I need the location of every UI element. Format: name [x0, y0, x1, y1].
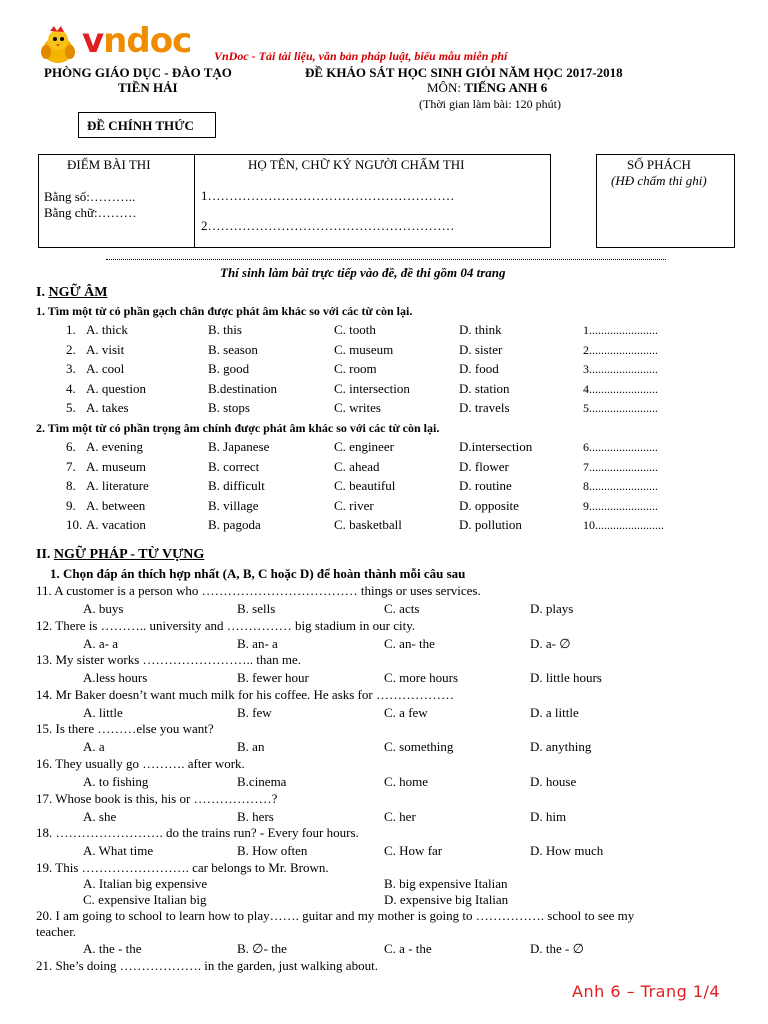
question-stem: 14. Mr Baker doesn’t want much milk for his coffee. He asks for ……………… [36, 686, 454, 702]
option-a[interactable]: A. between [86, 497, 146, 513]
exam-title: ĐỀ KHẢO SÁT HỌC SINH GIỎI NĂM HỌC 2017-2018 [305, 65, 623, 80]
option-d[interactable]: D. station [459, 380, 510, 396]
question-20-line2: teacher. [36, 924, 77, 939]
score-in-words[interactable]: Bằng chữ:……… [44, 205, 137, 220]
tagline: VnDoc - Tải tài liệu, văn bản pháp luật, biểu mẫu miễn phí [214, 49, 508, 63]
option-a[interactable]: A. evening [86, 439, 144, 454]
option-d[interactable]: D. How much [530, 843, 604, 859]
official-label: ĐỀ CHÍNH THỨC [87, 118, 194, 133]
option-a[interactable]: A. buys [83, 601, 124, 616]
option-a[interactable]: A. a- a [83, 635, 119, 651]
grader-col-title: HỌ TÊN, CHỮ KÝ NGƯỜI CHẤM THI [248, 157, 465, 172]
grader-line-2[interactable]: 2………………………………………………… [201, 218, 455, 233]
section2-part1-title: 1. Chọn đáp án thích hợp nhất (A, B, C hoặc D) để hoàn thành mỗi câu sau [50, 566, 466, 581]
q20-option-a[interactable]: A. the - the [83, 941, 142, 956]
option-c[interactable]: C. intersection [334, 380, 410, 396]
answer-blank[interactable]: 4....................... [583, 381, 658, 396]
serial-note: (HĐ chấm thi ghi) [611, 173, 707, 188]
item-number: 2. [66, 341, 76, 357]
option-b[interactable]: B. few [237, 704, 272, 720]
item-number: 4. [66, 380, 76, 396]
section1-part2-title: 2. Tìm một từ có phần trọng âm chính được phát âm khác so với các từ còn lại. [36, 421, 440, 435]
option-a[interactable]: A. literature [86, 478, 149, 494]
option-d[interactable]: D. house [530, 774, 577, 789]
option-c[interactable]: C. an- the [384, 635, 435, 651]
option-b[interactable]: B.cinema [237, 774, 287, 789]
option-c[interactable]: C. How far [384, 843, 443, 859]
logo-wordmark: vndoc [82, 21, 192, 61]
item-number: 3. [66, 361, 76, 377]
option-d[interactable]: D. anything [530, 739, 592, 755]
cut-line [106, 259, 666, 260]
section1-number: I. [36, 285, 45, 300]
grader-line-1[interactable]: 1………………………………………………… [201, 188, 455, 203]
duration: (Thời gian làm bài: 120 phút) [419, 97, 561, 111]
option-a[interactable]: A. she [83, 808, 117, 824]
option-c[interactable]: C. ahead [334, 458, 380, 474]
option-a[interactable]: A. What time [83, 843, 154, 859]
option-d[interactable]: D. plays [530, 601, 574, 616]
option-b[interactable]: B. hers [237, 808, 274, 824]
option-b[interactable]: B. season [208, 341, 258, 357]
option-b[interactable]: B. Japanese [208, 439, 270, 454]
option-a[interactable]: A. to fishing [83, 774, 149, 789]
option-b[interactable]: B. pagoda [208, 517, 261, 533]
item-number: 9. [66, 497, 76, 513]
question-stem: 12. There is ……….. university and …………… big stadium in our city. [36, 617, 416, 633]
q19-option-a[interactable]: A. Italian big expensive [83, 876, 208, 891]
question-stem: 16. They usually go ………. after work. [36, 756, 245, 771]
option-a[interactable]: A. takes [86, 400, 129, 416]
option-c[interactable]: C. basketball [334, 517, 402, 533]
subject-line [427, 81, 547, 94]
option-c[interactable]: C. engineer [334, 439, 394, 454]
option-b[interactable]: B. sells [237, 601, 276, 616]
option-c[interactable]: C. acts [384, 601, 420, 616]
option-d[interactable]: D.intersection [459, 439, 533, 454]
question-19: 19. This ……………………. car belongs to Mr. Brown. [36, 860, 329, 875]
section1-heading [36, 286, 107, 300]
option-a[interactable]: A. thick [86, 322, 128, 337]
option-d[interactable]: D. travels [459, 400, 510, 416]
answer-blank[interactable]: 2....................... [583, 342, 658, 357]
question-stem: 18. ……………………. do the trains run? - Every four hours. [36, 825, 359, 841]
q20-option-d[interactable]: D. the - ∅ [530, 941, 584, 956]
subject-prefix: MÔN: [427, 80, 465, 95]
q19-option-c[interactable]: C. expensive Italian big [83, 892, 207, 907]
section2-heading [36, 548, 204, 562]
section1-title: NGỮ ÂM [48, 285, 108, 300]
question-stem: 15. Is there ………else you want? [36, 721, 214, 737]
option-a[interactable]: A. vacation [86, 517, 146, 533]
option-b[interactable]: B. How often [237, 843, 308, 859]
official-stamp-box [78, 112, 216, 138]
department-line1: PHÒNG GIÁO DỤC - ĐÀO TẠO [44, 65, 232, 80]
option-b[interactable]: B. village [208, 497, 259, 513]
option-a[interactable]: A. a [83, 739, 105, 755]
question-stem: 17. Whose book is this, his or ………………? [36, 790, 278, 806]
page-footer: Anh 6 – Trang 1/4 [572, 982, 721, 1001]
option-a[interactable]: A. little [83, 704, 123, 720]
score-table-divider [194, 154, 195, 248]
option-d[interactable]: D. pollution [459, 517, 522, 533]
option-c[interactable]: C. museum [334, 341, 394, 357]
option-a[interactable]: A. museum [86, 458, 146, 474]
q19-option-b[interactable]: B. big expensive Italian [384, 876, 508, 891]
chick-mascot-icon [36, 26, 80, 66]
option-c[interactable]: C. room [334, 361, 377, 377]
answer-blank[interactable]: 9....................... [583, 498, 658, 513]
option-d[interactable]: D. food [459, 361, 499, 377]
option-b[interactable]: B. correct [208, 458, 260, 474]
option-c[interactable]: C. river [334, 497, 374, 513]
option-b[interactable]: B. this [208, 322, 242, 337]
item-number: 10. [66, 517, 83, 533]
option-d[interactable]: D. sister [459, 341, 503, 357]
score-in-number[interactable]: Bằng số:……….. [44, 189, 136, 204]
option-d[interactable]: D. routine [459, 478, 512, 494]
answer-blank[interactable]: 7....................... [583, 459, 658, 474]
option-b[interactable]: B. an- a [237, 635, 278, 651]
section1-part1-title: 1. Tìm một từ có phần gạch chân được phát âm khác so với các từ còn lại. [36, 304, 413, 318]
option-b[interactable]: B. fewer hour [237, 670, 309, 686]
answer-blank[interactable]: 8....................... [583, 479, 658, 494]
instruction: Thí sinh làm bài trực tiếp vào đề, đề thi gồm 04 trang [220, 265, 506, 280]
option-b[interactable]: B. stops [208, 400, 250, 416]
option-d[interactable]: D. flower [459, 458, 509, 474]
section2-number: II. [36, 547, 51, 562]
answer-blank[interactable]: 3....................... [583, 362, 658, 377]
question-stem: 13. My sister works …………………….. than me. [36, 652, 302, 668]
option-d[interactable]: D. a- ∅ [530, 635, 571, 651]
answer-blank[interactable]: 1....................... [583, 323, 658, 337]
option-b[interactable]: B. difficult [208, 478, 265, 494]
option-b[interactable]: B.destination [208, 380, 277, 396]
q20-option-b[interactable]: B. ∅- the [237, 941, 287, 956]
option-c[interactable]: C. her [384, 808, 416, 824]
section2-title: NGỮ PHÁP - TỪ VỰNG [53, 547, 205, 562]
option-c[interactable]: C. something [384, 739, 454, 755]
q19-option-d[interactable]: D. expensive big Italian [384, 892, 509, 907]
item-number: 7. [66, 458, 76, 474]
option-d[interactable]: D. him [530, 808, 567, 824]
option-a[interactable]: A. question [86, 380, 146, 396]
option-c[interactable]: C. beautiful [334, 478, 396, 494]
question-stem: 11. A customer is a person who ……………………………… things or uses services. [36, 583, 481, 598]
option-b[interactable]: B. an [237, 739, 265, 755]
item-number: 1. [66, 322, 76, 337]
option-a[interactable]: A.less hours [83, 670, 148, 686]
item-number: 6. [66, 439, 76, 454]
option-d[interactable]: D. think [459, 322, 502, 337]
question-20-line1: 20. I am going to school to learn how to play……. guitar and my mother is going to ……………. school to see my [36, 908, 635, 923]
item-number: 5. [66, 400, 76, 416]
option-b[interactable]: B. good [208, 361, 250, 377]
option-a[interactable]: A. cool [86, 361, 125, 377]
answer-blank[interactable]: 10....................... [583, 518, 664, 533]
question-21: 21. She’s doing ………………. in the garden, just walking about. [36, 958, 378, 973]
item-number: 8. [66, 478, 76, 494]
q20-option-c[interactable]: C. a - the [384, 941, 432, 956]
option-c[interactable]: C. more hours [384, 670, 459, 686]
option-c[interactable]: C. a few [384, 704, 428, 720]
option-d[interactable]: D. a little [530, 704, 579, 720]
vndoc-logo[interactable] [36, 21, 192, 64]
option-c[interactable]: C. home [384, 774, 429, 789]
subject-name: TIẾNG ANH 6 [464, 80, 548, 95]
score-col-title: ĐIỂM BÀI THI [67, 157, 151, 172]
option-d[interactable]: D. opposite [459, 497, 519, 513]
option-a[interactable]: A. visit [86, 341, 125, 357]
department-line2: TIỀN HẢI [118, 80, 178, 95]
option-c[interactable]: C. writes [334, 400, 381, 416]
option-c[interactable]: C. tooth [334, 322, 376, 337]
answer-blank[interactable]: 5....................... [583, 401, 658, 416]
option-d[interactable]: D. little hours [530, 670, 602, 686]
serial-title: SỐ PHÁCH [627, 157, 691, 172]
answer-blank[interactable]: 6....................... [583, 440, 658, 454]
